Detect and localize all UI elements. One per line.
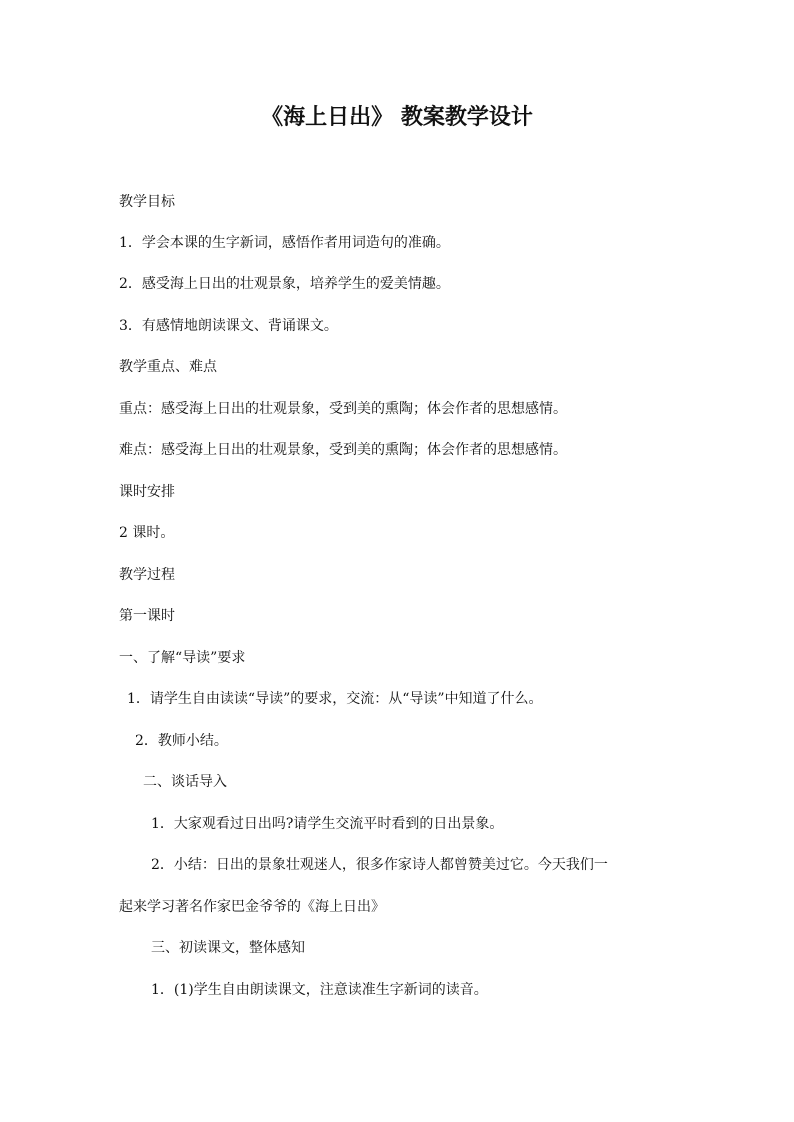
heading-schedule: 课时安排 (119, 484, 175, 500)
heading-first-lesson: 第一课时 (119, 608, 175, 624)
schedule-text: 2 课时。 (119, 525, 175, 541)
section-2-item-1: 1．大家观看过日出吗?请学生交流平时看到的日出景象。 (151, 816, 504, 832)
goal-item-1: 1．学会本课的生字新词，感悟作者用词造句的准确。 (119, 235, 450, 251)
difficult-point-text: 难点：感受海上日出的壮观景象，受到美的熏陶；体会作者的思想感情。 (119, 442, 567, 458)
section-2-item-2-continued: 起来学习著名作家巴金爷爷的《海上日出》 (119, 899, 385, 915)
section-3-item-1: 1．(1)学生自由朗读课文，注意读准生字新词的读音。 (151, 982, 488, 998)
section-2-heading: 二、谈话导入 (143, 774, 227, 790)
document-title: 《海上日出》 教案教学设计 (261, 105, 533, 130)
section-3-heading: 三、初读课文，整体感知 (151, 940, 305, 956)
key-point-text: 重点：感受海上日出的壮观景象，受到美的熏陶；体会作者的思想感情。 (119, 401, 567, 417)
section-1-item-1: 1．请学生自由读读“导读”的要求，交流：从“导读”中知道了什么。 (127, 691, 543, 707)
goal-item-3: 3．有感情地朗读课文、背诵课文。 (119, 318, 338, 334)
heading-teaching-goals: 教学目标 (119, 194, 175, 210)
section-1-heading: 一、了解“导读”要求 (119, 650, 246, 666)
heading-process: 教学过程 (119, 567, 175, 583)
goal-item-2: 2．感受海上日出的壮观景象，培养学生的爱美情趣。 (119, 276, 450, 292)
section-2-item-2: 2．小结：日出的景象壮观迷人，很多作家诗人都曾赞美过它。今天我们一 (151, 857, 608, 873)
heading-key-points: 教学重点、难点 (119, 359, 217, 375)
section-1-item-2: 2．教师小结。 (135, 733, 228, 749)
